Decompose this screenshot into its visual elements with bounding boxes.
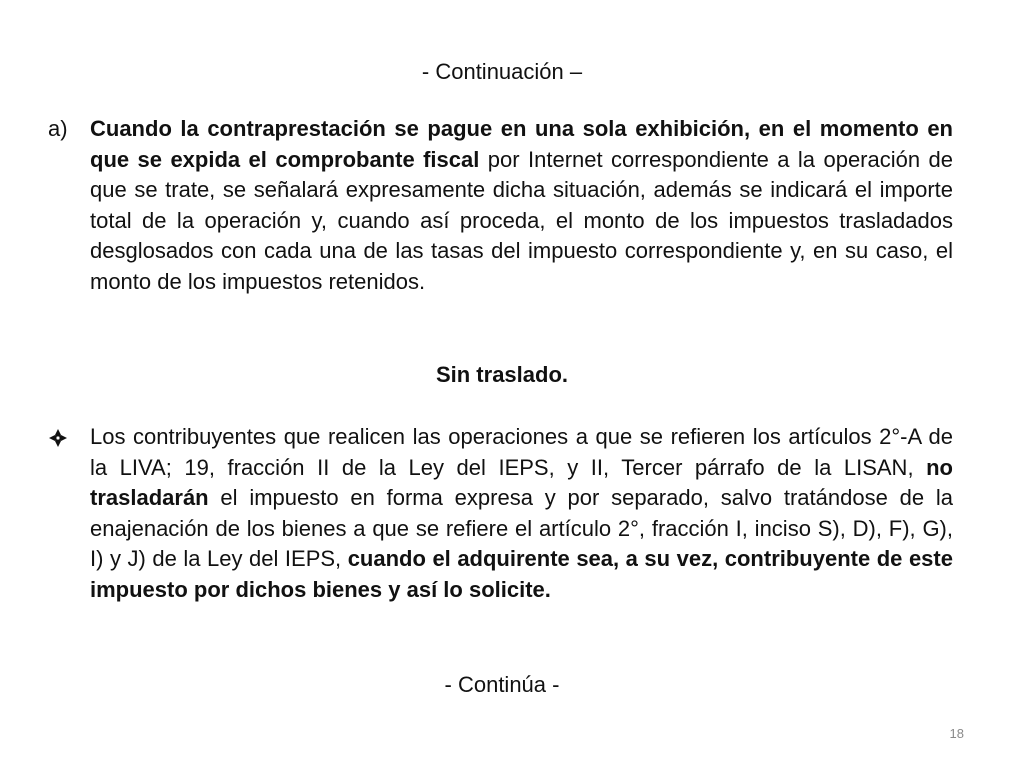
list-item-a-text	[90, 114, 953, 297]
continuation-heading-bottom: - Continúa -	[444, 672, 560, 697]
plain-text: Los contribuyentes que realicen las operaciones a que se refieren los artículos 2°-A de la LIVA; 19, fracción II de la Ley del IEPS, y II, Tercer párrafo de la LISAN,	[90, 424, 953, 480]
bold-phrase: no trasladarán	[90, 454, 953, 510]
list-item-a	[48, 114, 953, 297]
page-number: 18	[949, 726, 964, 741]
section-title: Sin traslado.	[435, 362, 569, 387]
plain-text: el impuesto en forma expresa y por separado, salvo tratándose de la enajenación de los bienes a que se refiere el artículo 2°, fracción I, inciso S), D), F), G), I) y J) de la Ley del IEPS,	[90, 485, 953, 571]
bold-phrase: cuando el adquirente sea, a su vez, contribuyente de este impuesto por dichos bienes y así lo solicite.	[90, 546, 953, 602]
list-marker-a: a)	[48, 116, 68, 141]
continuation-heading-top: - Continuación –	[421, 59, 583, 84]
list-item-bullet	[48, 422, 953, 605]
bold-phrase: Cuando la contraprestación se pague en una sola exhibición, en el momento en que se expida el comprobante fiscal	[90, 116, 953, 172]
list-item-bullet-text	[90, 422, 953, 605]
plain-text: por Internet correspondiente a la operación de que se trate, se señalará expresamente dicha situación, además se indicará el importe total de la operación y, cuando así proceda, el monto de los impuestos trasladados desglosados con cada una de las tasas del impuesto correspondiente y, en su caso, el monto de los impuestos retenidos.	[90, 146, 953, 294]
diamond-bullet-icon	[48, 426, 68, 446]
